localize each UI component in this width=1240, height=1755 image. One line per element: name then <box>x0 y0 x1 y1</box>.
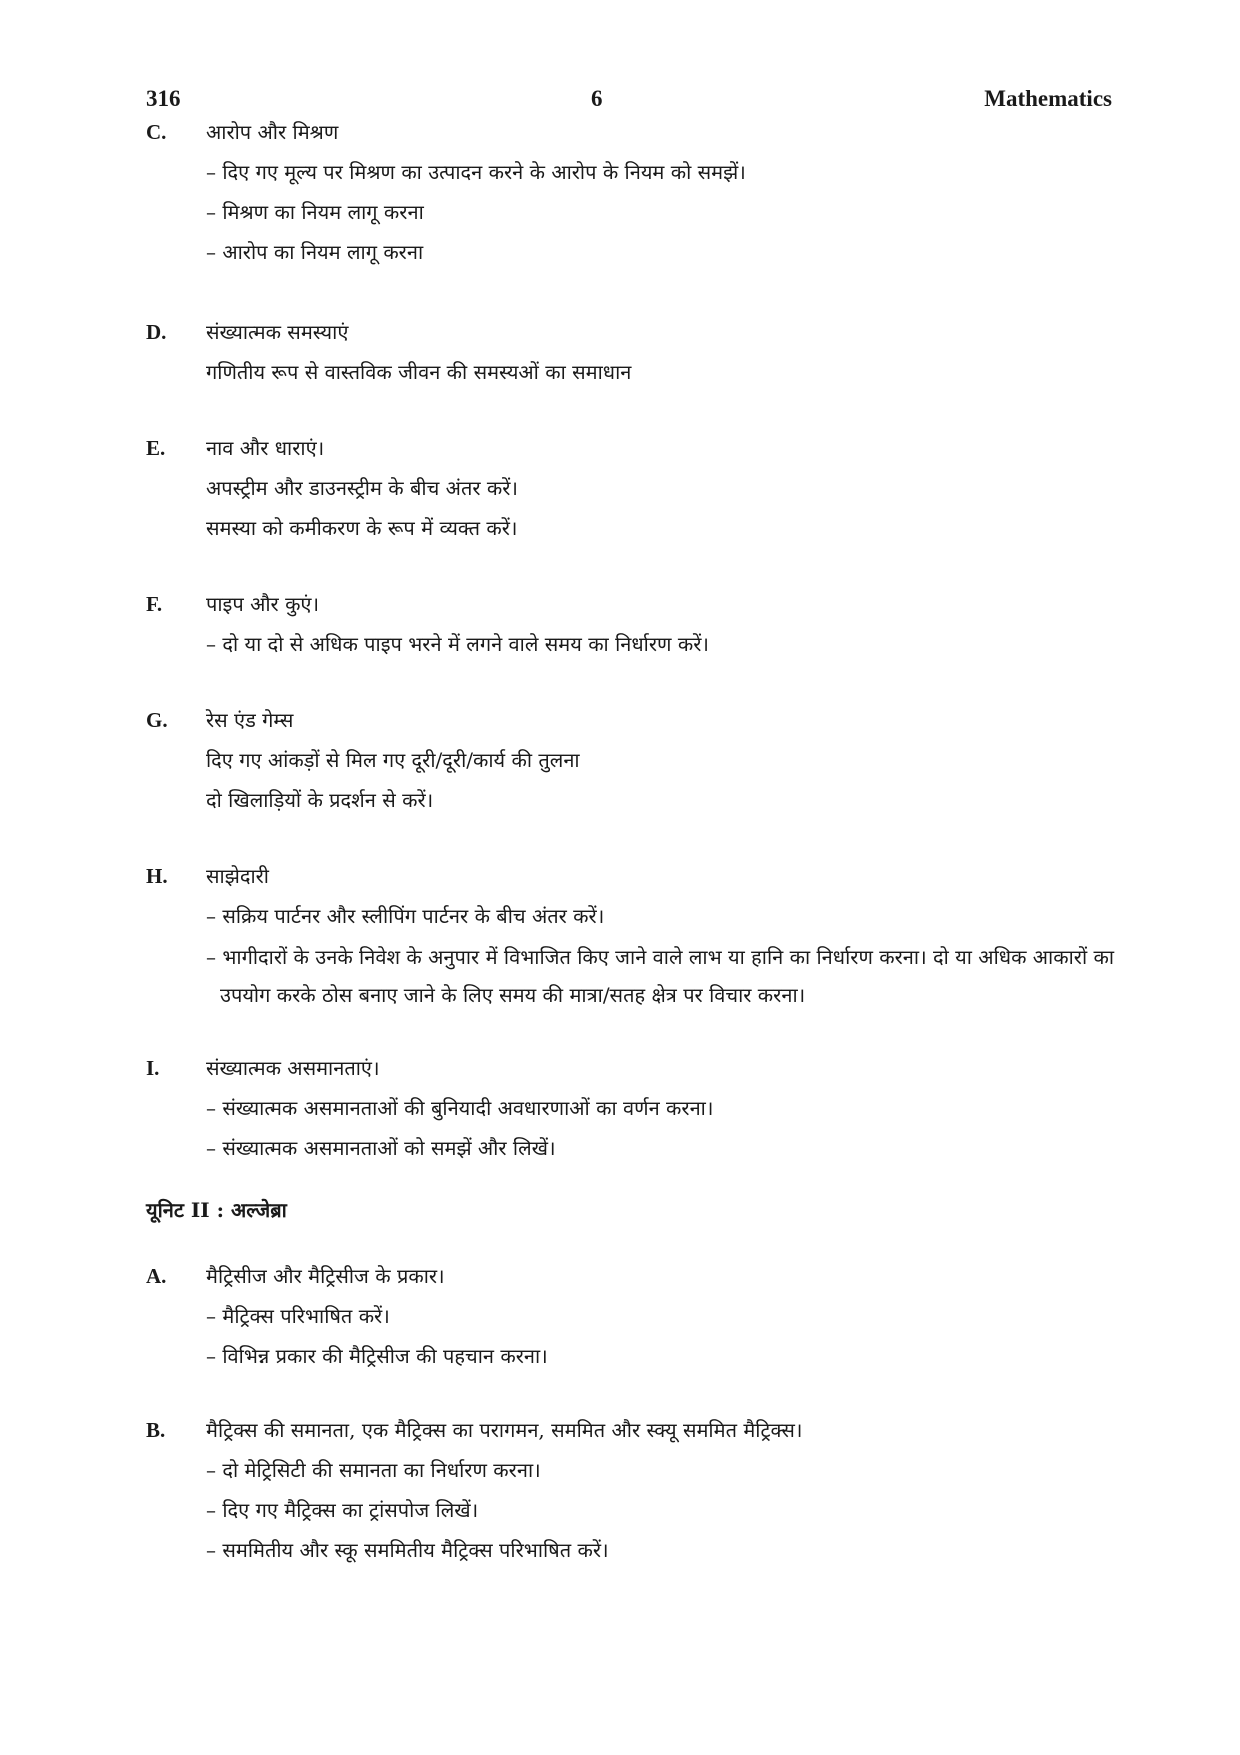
section-title: पाइप और कुएं। <box>206 592 320 616</box>
section-letter: B. <box>146 1418 166 1442</box>
section-title: साझेदारी <box>206 864 269 888</box>
section-line: – आरोप का नियम लागू करना <box>206 240 424 264</box>
section-letter: C. <box>146 120 167 144</box>
section-line: – दिए गए मैट्रिक्स का ट्रांसपोज लिखें। <box>206 1498 479 1522</box>
section-letter: A. <box>146 1264 167 1288</box>
section-line: समस्या को कमीकरण के रूप में व्यक्त करें। <box>206 516 518 540</box>
section-title: आरोप और मिश्रण <box>206 120 339 144</box>
section-line: – मिश्रण का नियम लागू करना <box>206 200 424 224</box>
section-title: संख्यात्मक असमानताएं। <box>206 1056 380 1080</box>
page-header <box>146 86 1112 120</box>
section-line: दिए गए आंकड़ों से मिल गए दूरी/दूरी/कार्य की तुलना <box>206 748 580 772</box>
section-line: – दो मेट्रिसिटी की समानता का निर्धारण करना। <box>206 1458 541 1482</box>
section-letter: I. <box>146 1056 160 1080</box>
section-line: – विभिन्न प्रकार की मैट्रिसीज की पहचान करना। <box>206 1344 548 1368</box>
section-line: – सममितीय और स्कू सममितीय मैट्रिक्स परिभाषित करें। <box>206 1538 609 1562</box>
course-code: 316 <box>146 86 181 111</box>
section-line: – दो या दो से अधिक पाइप भरने में लगने वाले समय का निर्धारण करें। <box>206 632 709 656</box>
page-number: 6 <box>591 86 603 111</box>
section-line: अपस्ट्रीम और डाउनस्ट्रीम के बीच अंतर करें। <box>206 476 519 500</box>
section-line: गणितीय रूप से वास्तविक जीवन की समस्यओं का समाधान <box>206 360 632 384</box>
subject-title: Mathematics <box>984 86 1112 111</box>
section-line: – सक्रिय पार्टनर और स्लीपिंग पार्टनर के बीच अंतर करें। <box>206 904 605 928</box>
section-line: – दिए गए मूल्य पर मिश्रण का उत्पादन करने के आरोप के नियम को समझें। <box>206 160 746 184</box>
section-letter: F. <box>146 592 163 616</box>
section-line: – मैट्रिक्स परिभाषित करें। <box>206 1304 390 1328</box>
section-title: संख्यात्मक समस्याएं <box>206 320 349 344</box>
unit-heading: यूनिट II : अल्जेब्रा <box>146 1198 287 1222</box>
section-letter: H. <box>146 864 168 888</box>
section-letter: G. <box>146 708 168 732</box>
section-line: दो खिलाड़ियों के प्रदर्शन से करें। <box>206 788 434 812</box>
section-letter: D. <box>146 320 167 344</box>
section-title: रेस एंड गेम्स <box>206 708 294 732</box>
section-title: नाव और धाराएं। <box>206 436 325 460</box>
section-title: मैट्रिसीज और मैट्रिसीज के प्रकार। <box>206 1264 445 1288</box>
section-line: – संख्यात्मक असमानताओं को समझें और लिखें। <box>206 1136 556 1160</box>
section-title: मैट्रिक्स की समानता, एक मैट्रिक्स का परागमन, सममित और स्क्यू सममित मैट्रिक्स। <box>206 1418 803 1442</box>
section-letter: E. <box>146 436 166 460</box>
section-line: – संख्यात्मक असमानताओं की बुनियादी अवधारणाओं का वर्णन करना। <box>206 1096 714 1120</box>
section-line: – भागीदारों के उनके निवेश के अनुपार में विभाजित किए जाने वाले लाभ या हानि का निर्धारण करना। दो या अधिक आकारों का उपयोग करके ठोस बनाए जाने के लिए समय की मात्रा/सतह क्षेत्र पर विचार करना। <box>206 945 1115 1007</box>
